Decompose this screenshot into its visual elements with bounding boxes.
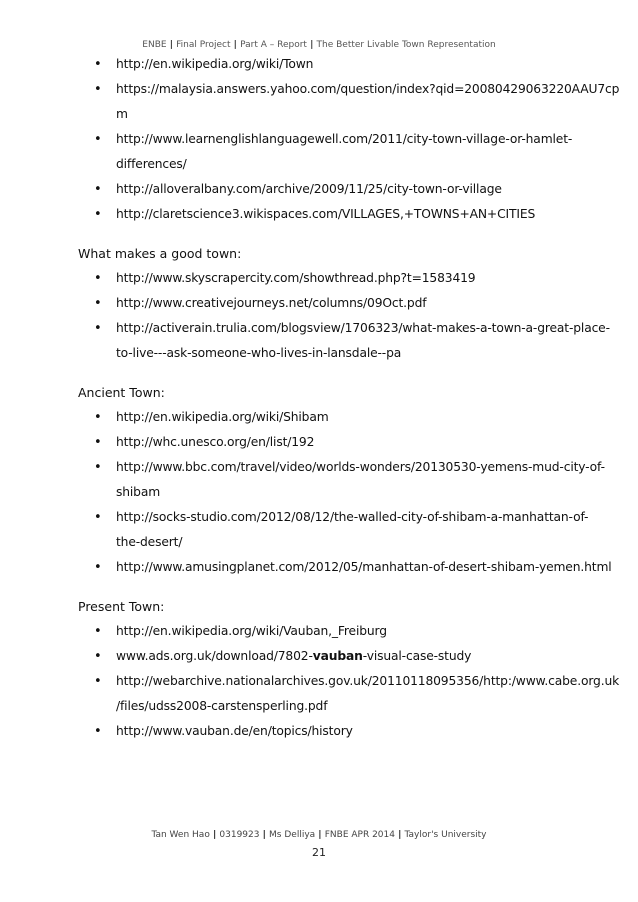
link-list xyxy=(78,619,620,744)
link-text[interactable]: http://en.wikipedia.org/wiki/Vauban,_Freiburg xyxy=(116,624,387,638)
link-text[interactable]: http://claretscience3.wikispaces.com/VILLAGES,+TOWNS+AN+CITIES xyxy=(116,207,536,221)
section-heading: Present Town: xyxy=(78,599,165,614)
list-item xyxy=(78,555,612,580)
list-item xyxy=(78,455,608,505)
bullet-icon: • xyxy=(94,510,102,525)
link-text[interactable]: http://www.creativejourneys.net/columns/09Oct.pdf xyxy=(116,296,427,310)
bullet-icon: • xyxy=(94,560,102,575)
link-text[interactable]: http://socks-studio.com/2012/08/12/the-walled-city-of-shibam-a-manhattan-of- xyxy=(116,510,589,524)
bullet-icon: • xyxy=(94,435,102,450)
list-item xyxy=(78,127,608,177)
link-list xyxy=(78,405,612,580)
header-part: The Better Livable Town Representation xyxy=(316,40,496,50)
link-text[interactable]: http://en.wikipedia.org/wiki/Town xyxy=(116,57,314,71)
bullet-icon: • xyxy=(94,271,102,286)
footer-part: FNBE APR 2014 xyxy=(324,830,395,840)
link-text[interactable]: http://www.amusingplanet.com/2012/05/manhattan-of-desert-shibam-yemen.html xyxy=(116,560,612,574)
list-item xyxy=(78,644,608,669)
bullet-icon: • xyxy=(94,132,102,147)
footer-separator: | xyxy=(259,830,270,840)
running-footer xyxy=(0,830,638,840)
reference-list xyxy=(78,52,620,744)
bullet-icon: • xyxy=(94,624,102,639)
list-item xyxy=(78,266,608,291)
link-text[interactable]: http://alloveralbany.com/archive/2009/11/25/city-town-or-village xyxy=(116,182,502,196)
list-item xyxy=(78,430,608,455)
page-number: 21 xyxy=(312,846,326,859)
link-text[interactable]: http://whc.unesco.org/en/list/192 xyxy=(116,435,315,449)
link-text[interactable]: the-desert/ xyxy=(116,535,183,549)
list-item xyxy=(78,291,608,316)
list-item xyxy=(78,669,620,719)
list-item xyxy=(78,505,608,555)
bullet-icon: • xyxy=(94,207,102,222)
footer-separator: | xyxy=(394,830,405,840)
link-list xyxy=(78,52,620,227)
link-text[interactable]: www.ads.org.uk/download/7802-vauban-visual-case-study xyxy=(116,649,472,663)
bullet-icon: • xyxy=(94,460,102,475)
section-heading: What makes a good town: xyxy=(78,246,242,261)
list-item xyxy=(78,405,608,430)
link-text[interactable]: http://webarchive.nationalarchives.gov.uk/20110118095356/http:/www.cabe.org.uk xyxy=(116,674,620,688)
list-item xyxy=(78,316,608,366)
bullet-icon: • xyxy=(94,724,102,739)
list-item xyxy=(78,77,620,127)
link-text[interactable]: to-live---ask-someone-who-lives-in-lansdale--pa xyxy=(116,346,402,360)
link-text[interactable]: /files/udss2008-carstensperling.pdf xyxy=(116,699,328,713)
bold-keyword: vauban xyxy=(312,649,363,663)
bullet-icon: • xyxy=(94,296,102,311)
list-item xyxy=(78,177,608,202)
footer-part: Ms Delliya xyxy=(269,830,316,840)
bullet-icon: • xyxy=(94,57,102,72)
bullet-icon: • xyxy=(94,674,102,689)
bullet-icon: • xyxy=(94,82,102,97)
link-text[interactable]: http://en.wikipedia.org/wiki/Shibam xyxy=(116,410,329,424)
header-part: Part A – Report xyxy=(240,40,307,50)
bullet-icon: • xyxy=(94,410,102,425)
link-text[interactable]: http://www.vauban.de/en/topics/history xyxy=(116,724,353,738)
link-list xyxy=(78,266,608,366)
header-separator: | xyxy=(166,40,177,50)
footer-part: Taylor's University xyxy=(404,830,487,840)
list-item xyxy=(78,52,608,77)
list-item xyxy=(78,202,608,227)
footer-separator: | xyxy=(315,830,325,840)
list-item xyxy=(78,619,608,644)
header-separator: | xyxy=(306,40,317,50)
link-text[interactable]: https://malaysia.answers.yahoo.com/question/index?qid=20080429063220AAU7cp xyxy=(116,82,620,96)
footer-part: Tan Wen Hao xyxy=(151,830,210,840)
link-text[interactable]: shibam xyxy=(116,485,161,499)
link-text[interactable]: m xyxy=(116,107,128,121)
running-header xyxy=(0,40,638,50)
link-text[interactable]: differences/ xyxy=(116,157,187,171)
footer-separator: | xyxy=(209,830,220,840)
link-text[interactable]: http://activerain.trulia.com/blogsview/1706323/what-makes-a-town-a-great-place- xyxy=(116,321,610,335)
link-text[interactable]: http://www.skyscrapercity.com/showthread.php?t=1583419 xyxy=(116,271,476,285)
bullet-icon: • xyxy=(94,182,102,197)
footer-part: 0319923 xyxy=(219,830,260,840)
header-part: Final Project xyxy=(176,40,231,50)
link-text[interactable]: http://www.learnenglishlanguagewell.com/2011/city-town-village-or-hamlet- xyxy=(116,132,573,146)
bullet-icon: • xyxy=(94,321,102,336)
bullet-icon: • xyxy=(94,649,102,664)
link-text[interactable]: http://www.bbc.com/travel/video/worlds-wonders/20130530-yemens-mud-city-of- xyxy=(116,460,605,474)
list-item xyxy=(78,719,608,744)
section-heading: Ancient Town: xyxy=(78,385,165,400)
header-separator: | xyxy=(230,40,241,50)
header-part: ENBE xyxy=(142,40,167,50)
